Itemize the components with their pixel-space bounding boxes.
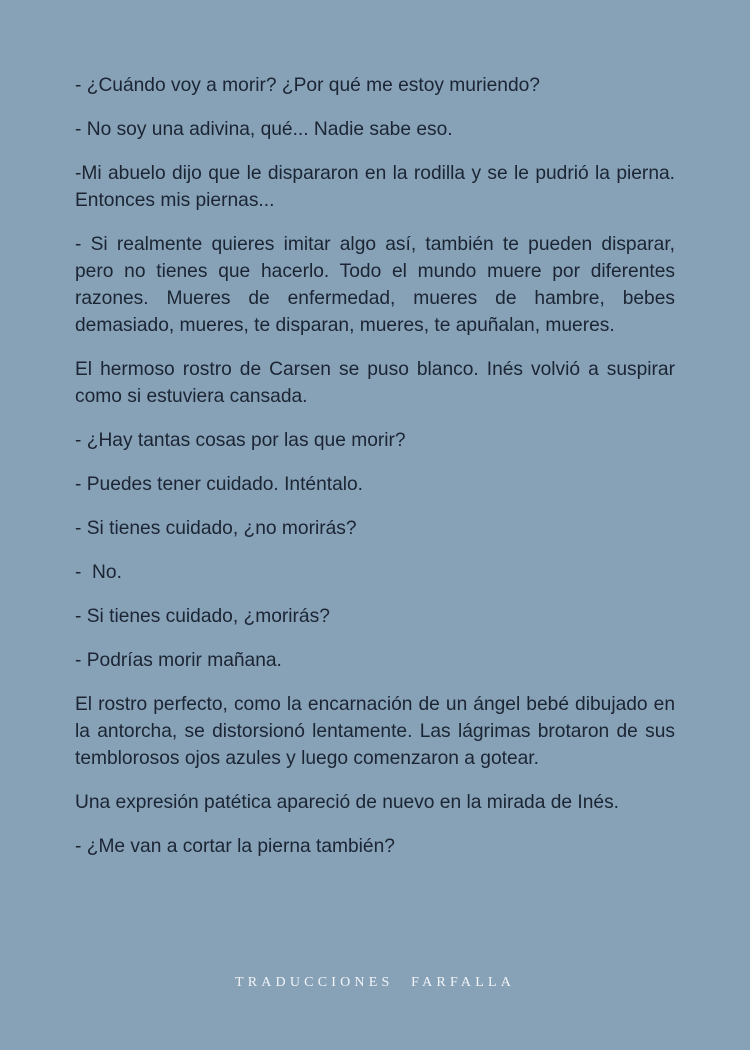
dialogue-line: - Si tienes cuidado, ¿no morirás? bbox=[75, 518, 357, 539]
dialogue-line: - ¿Cuándo voy a morir? ¿Por qué me estoy muriendo? bbox=[75, 75, 540, 96]
dialogue-line: - No. bbox=[75, 562, 122, 583]
dialogue-line: - ¿Hay tantas cosas por las que morir? bbox=[75, 430, 406, 451]
dialogue-line: - Puedes tener cuidado. Inténtalo. bbox=[75, 474, 364, 495]
narration-paragraph: Una expresión patética apareció de nuevo en la mirada de Inés. bbox=[75, 792, 619, 813]
narration-paragraph: El rostro perfecto, como la encarnación de un ángel bebé dibujado en la antorcha, se distorsionó lentamente. Las lágrimas brotaron de sus temblorosos ojos azules y luego comenzaron a gotear. bbox=[75, 694, 675, 769]
document-body bbox=[75, 72, 675, 877]
narration-paragraph: El hermoso rostro de Carsen se puso blanco. Inés volvió a suspirar como si estuviera cansada. bbox=[75, 359, 675, 407]
dialogue-line: - No soy una adivina, qué... Nadie sabe eso. bbox=[75, 119, 453, 140]
dialogue-line: - Si realmente quieres imitar algo así, también te pueden disparar, pero no tienes que hacerlo. Todo el mundo muere por diferentes razones. Mueres de enfermedad, mueres de hambre, bebes demasiado, mueres, te disparan, mueres, te apuñalan, mueres. bbox=[75, 234, 675, 336]
dialogue-line: - Si tienes cuidado, ¿morirás? bbox=[75, 606, 330, 627]
dialogue-line: - Podrías morir mañana. bbox=[75, 650, 282, 671]
dialogue-line: -Mi abuelo dijo que le dispararon en la rodilla y se le pudrió la pierna. Entonces mis piernas... bbox=[75, 163, 675, 211]
footer-credit: TRADUCCIONES FARFALLA bbox=[234, 975, 516, 990]
dialogue-line: - ¿Me van a cortar la pierna también? bbox=[75, 836, 395, 857]
